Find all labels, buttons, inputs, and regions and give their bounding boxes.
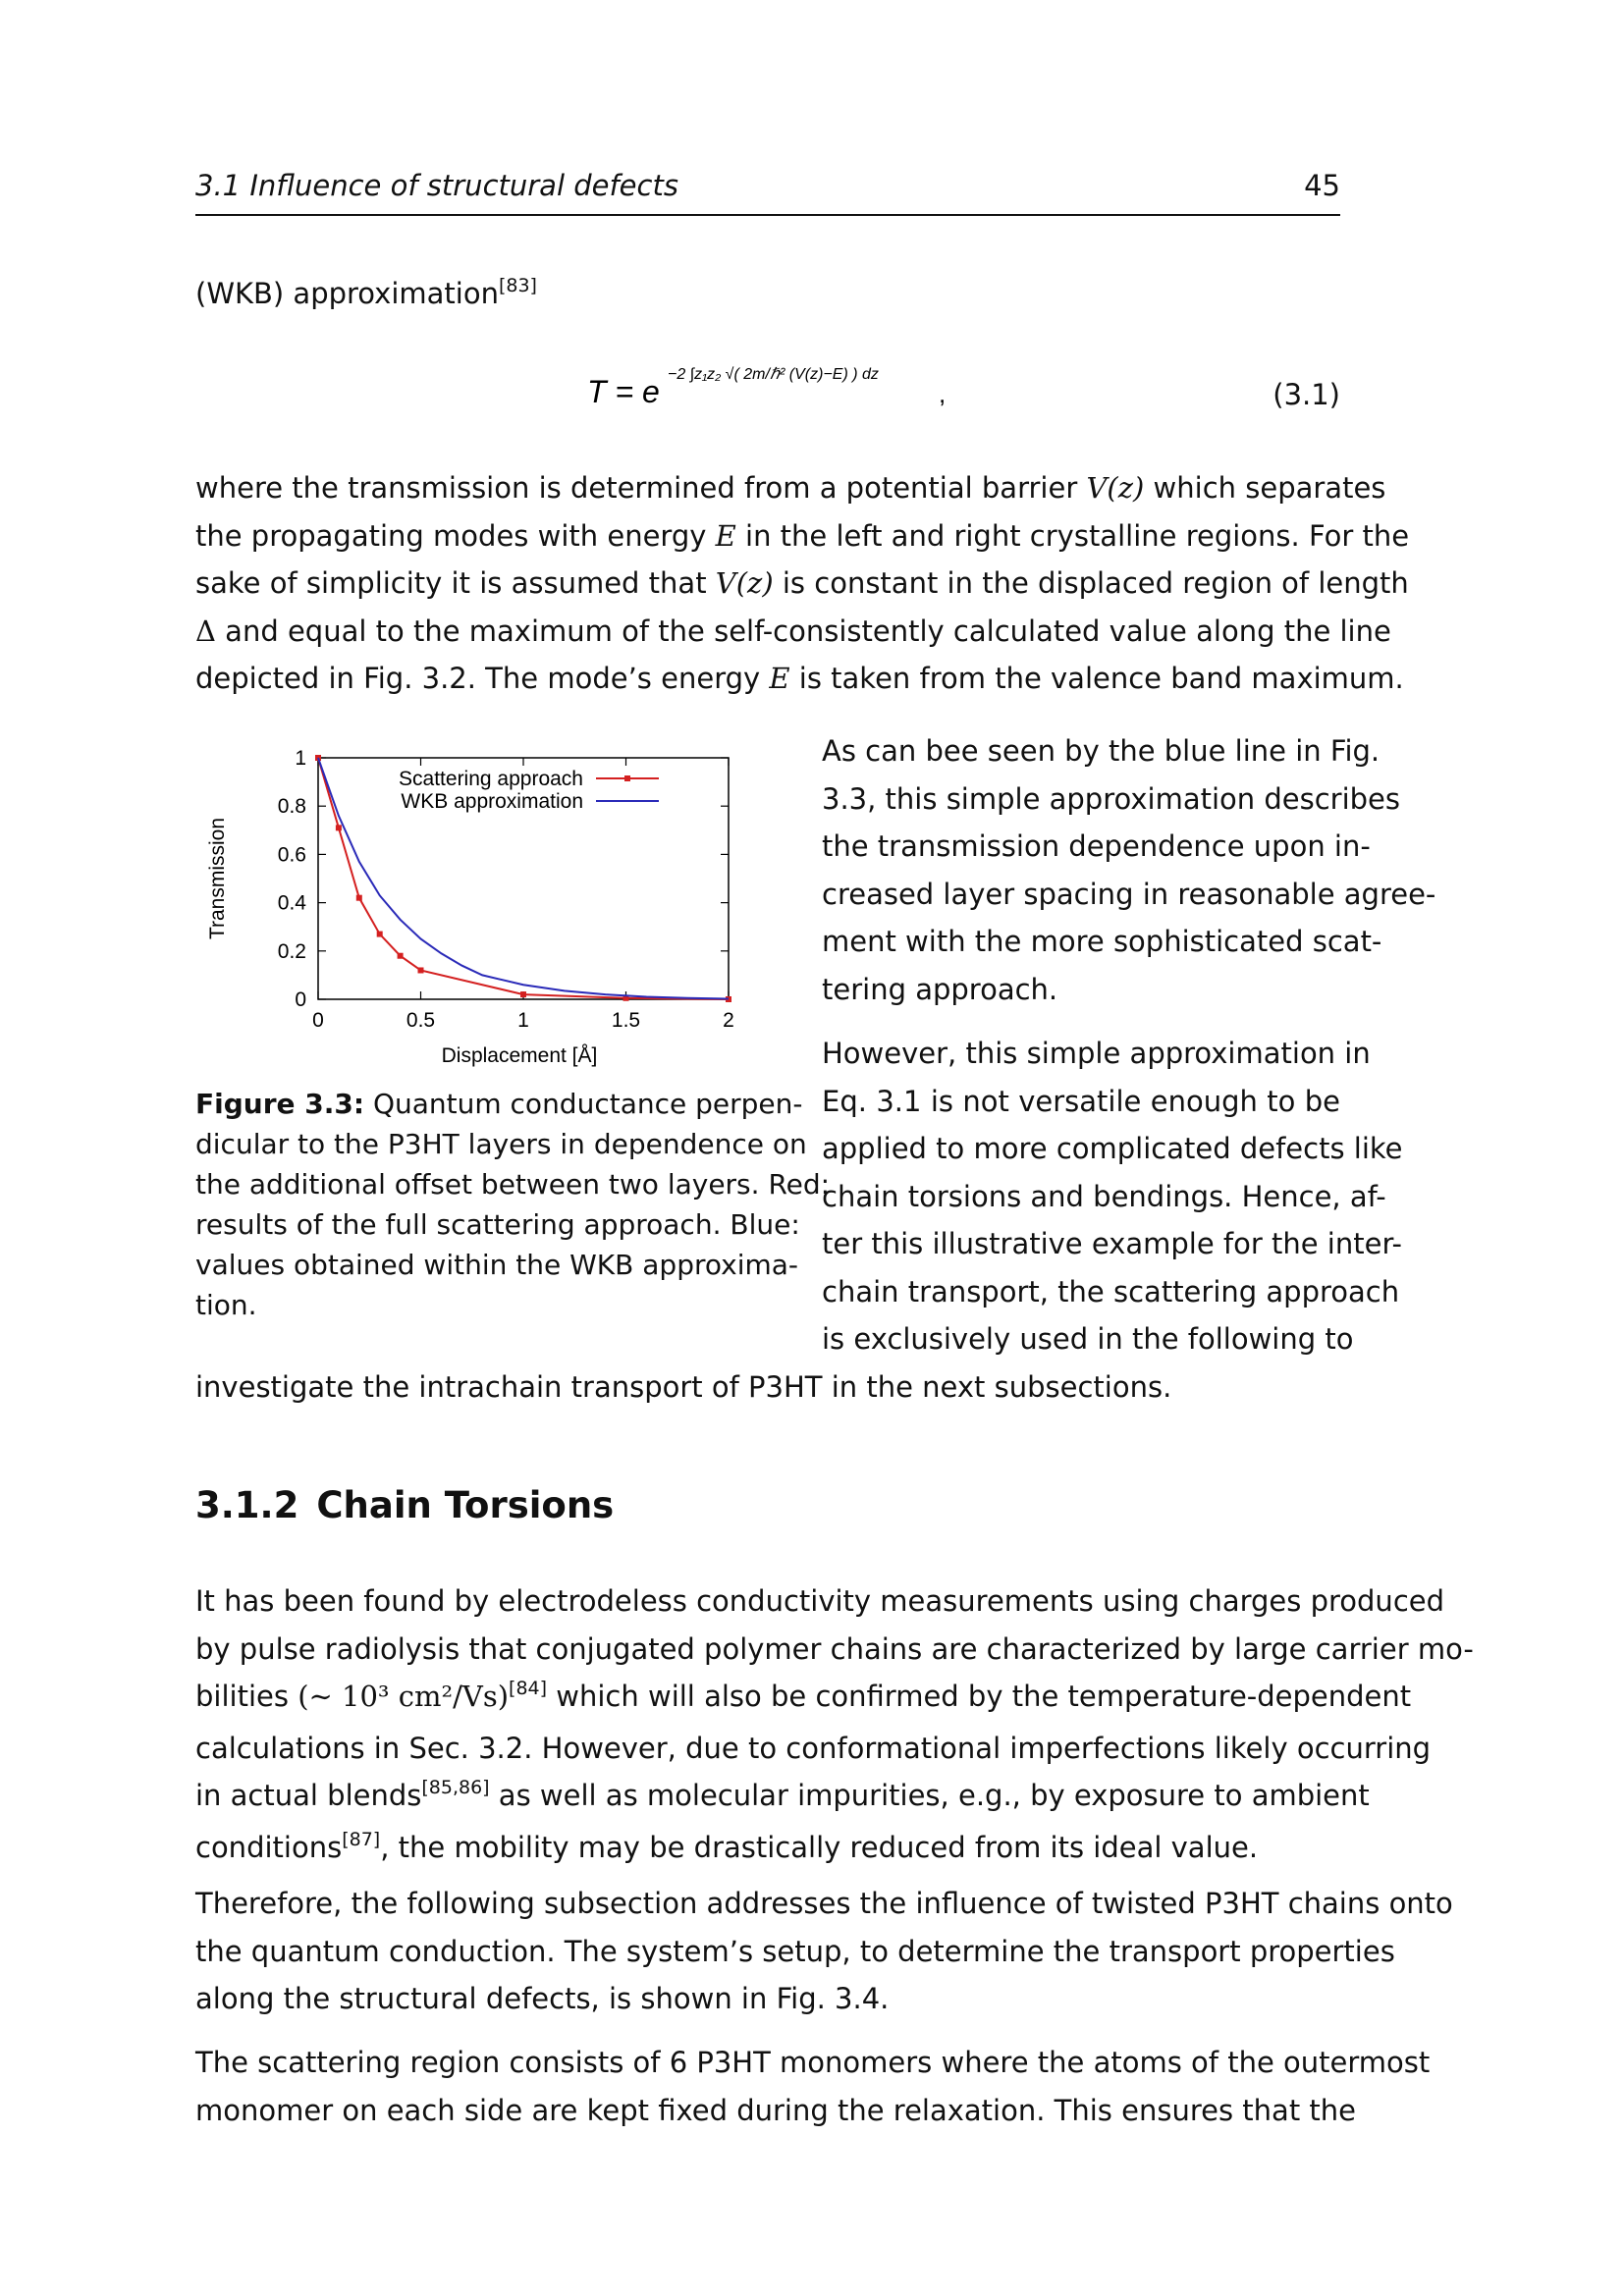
- p2-text: which will also be confirmed by the temperature-dependent: [547, 1680, 1412, 1713]
- y-tick-label: 0.8: [277, 795, 306, 819]
- section-heading: [195, 1484, 614, 1526]
- y-tick-label: 0.4: [277, 891, 306, 915]
- math-E: E: [769, 662, 790, 695]
- equation-exponent: −2 ∫z₁z₂ √( 2m/ℏ² (V(z)−E) ) dz: [668, 366, 879, 383]
- y-tick-label: 0.6: [277, 843, 306, 867]
- y-tick-label: 1: [295, 747, 306, 770]
- p1-text: in the left and right crystalline regions. For the: [735, 518, 1410, 553]
- data-point-scattering-approach: [336, 825, 342, 830]
- intro-line: [195, 270, 1340, 322]
- rc-line: However, this simple approximation in: [822, 1037, 1371, 1070]
- p1-text: is taken from the valence band maximum.: [789, 662, 1404, 695]
- equation-render: [587, 346, 980, 424]
- figure-caption: [195, 1084, 831, 1325]
- p2-text: as well as molecular impurities, e.g., by exposure to ambient: [489, 1779, 1370, 1812]
- math-mobility: (∼ 10³ cm²/Vs): [298, 1680, 510, 1713]
- running-header: [195, 165, 1340, 216]
- citation-85-86: [85,86]: [421, 1777, 490, 1798]
- caption-line: results of the full scattering approach. Blue:: [195, 1208, 800, 1241]
- rc-line: ment with the more sophisticated scat-: [822, 925, 1382, 958]
- p1-text: depicted in Fig. 3.2. The mode’s energy: [195, 662, 770, 695]
- equation-trail: ,: [939, 379, 947, 408]
- p1-text: which separates: [1144, 471, 1386, 505]
- data-point-scattering-approach: [398, 953, 404, 959]
- x-tick-label: 1.5: [611, 1009, 641, 1032]
- data-point-scattering-approach: [356, 895, 362, 901]
- math-delta: Δ: [195, 614, 216, 648]
- equation-number: (3.1): [1272, 378, 1340, 411]
- legend-marker-scattering-approach: [624, 775, 630, 781]
- x-tick-label: 2: [723, 1009, 734, 1032]
- caption-line: dicular to the P3HT layers in dependence on: [195, 1128, 807, 1160]
- x-axis-label: Displacement [Å]: [441, 1044, 598, 1067]
- right-column-text-b: [822, 1030, 1403, 1363]
- caption-line: values obtained within the WKB approxima-: [195, 1249, 799, 1281]
- continuation-line: [195, 1363, 1340, 1412]
- y-tick-label: 0: [295, 988, 306, 1011]
- x-tick-label: 1: [517, 1009, 529, 1032]
- rc-line: creased layer spacing in reasonable agree-: [822, 877, 1436, 911]
- p4-line: The scattering region consists of 6 P3HT monomers where the atoms of the outermost: [195, 2046, 1431, 2079]
- p1-text: and equal to the maximum of the self-consistently calculated value along the line: [215, 614, 1391, 648]
- p2-line: by pulse radiolysis that conjugated polymer chains are characterized by large carrier mo-: [195, 1631, 1474, 1666]
- chart-legend: [399, 768, 659, 813]
- right-column-text-a: [822, 727, 1436, 1013]
- citation-87: [87]: [342, 1828, 381, 1850]
- p2-line: calculations in Sec. 3.2. However, due to conformational imperfections likely occurring: [195, 1731, 1432, 1765]
- rc-line: Eq. 3.1 is not versatile enough to be: [822, 1084, 1340, 1118]
- equation-3-1: [587, 346, 980, 432]
- rc-line: As can bee seen by the blue line in Fig.: [822, 734, 1380, 768]
- p3-line: along the structural defects, is shown in Fig. 3.4.: [195, 1982, 890, 2015]
- p2-text: , the mobility may be drastically reduced from its ideal value.: [380, 1830, 1259, 1864]
- p3-line: Therefore, the following subsection addresses the influence of twisted P3HT chains onto: [195, 1887, 1453, 1920]
- p2-text: in actual blends: [195, 1779, 422, 1812]
- caption-line: Quantum conductance perpen-: [364, 1088, 803, 1120]
- y-tick-label: 0.2: [277, 939, 306, 963]
- rc-line: tering approach.: [822, 972, 1058, 1006]
- p2-line: It has been found by electrodeless conductivity measurements using charges produced: [195, 1584, 1445, 1618]
- section-number: 3.1.2: [195, 1484, 299, 1526]
- rc-line: the transmission dependence upon in-: [822, 829, 1371, 863]
- transmission-chart: [195, 738, 785, 1082]
- math-E: E: [715, 518, 736, 553]
- p2-text: conditions: [195, 1830, 343, 1864]
- rc-line: is exclusively used in the following to: [822, 1322, 1354, 1356]
- p2-text: bilities: [195, 1680, 298, 1713]
- caption-line: tion.: [195, 1289, 257, 1321]
- equation-lhs: T = e: [587, 374, 660, 409]
- paragraph-twisted-chains: [195, 1880, 1453, 2023]
- rc-line: 3.3, this simple approximation describes: [822, 781, 1401, 816]
- citation-83: [83]: [498, 275, 537, 296]
- rc-line: chain transport, the scattering approach: [822, 1274, 1400, 1308]
- paragraph-scattering-region: [195, 2039, 1431, 2134]
- continuation-text: investigate the intrachain transport of P3HT in the next subsections.: [195, 1370, 1172, 1404]
- p3-line: the quantum conduction. The system’s setup, to determine the transport properties: [195, 1934, 1395, 1968]
- rc-line: chain torsions and bendings. Hence, af-: [822, 1179, 1386, 1213]
- math-V: V(z): [715, 566, 774, 600]
- paragraph-transmission: [195, 464, 1410, 703]
- p1-text: sake of simplicity it is assumed that: [195, 566, 716, 600]
- p1-text: the propagating modes with energy: [195, 518, 716, 553]
- data-point-scattering-approach: [418, 967, 424, 973]
- citation-84: [84]: [509, 1678, 548, 1699]
- x-tick-label: 0.5: [406, 1009, 436, 1032]
- section-title: Chain Torsions: [316, 1484, 615, 1526]
- p1-text: where the transmission is determined from a potential barrier: [195, 471, 1087, 505]
- figure-3-3: [195, 738, 785, 1082]
- p4-line: monomer on each side are kept fixed during the relaxation. This ensures that the: [195, 2093, 1357, 2127]
- intro-text: (WKB) approximation: [195, 277, 499, 310]
- legend-label-scattering-approach: Scattering approach: [399, 768, 583, 790]
- math-V: V(z): [1086, 471, 1145, 505]
- y-axis-label: Transmission: [206, 817, 229, 940]
- data-point-scattering-approach: [520, 991, 526, 997]
- caption-label: Figure 3.3:: [195, 1088, 365, 1120]
- paragraph-mobility: [195, 1577, 1474, 1875]
- legend-label-wkb-approximation: WKB approximation: [401, 790, 583, 813]
- data-point-scattering-approach: [377, 932, 383, 937]
- rc-line: ter this illustrative example for the inter-: [822, 1227, 1402, 1260]
- rc-line: applied to more complicated defects like: [822, 1132, 1403, 1165]
- p1-text: is constant in the displaced region of length: [773, 566, 1409, 600]
- header-section-title: 3.1 Influence of structural defects: [195, 169, 678, 202]
- x-tick-label: 0: [312, 1009, 324, 1032]
- page-number: 45: [1304, 169, 1340, 202]
- caption-line: the additional offset between two layers. Red:: [195, 1168, 831, 1201]
